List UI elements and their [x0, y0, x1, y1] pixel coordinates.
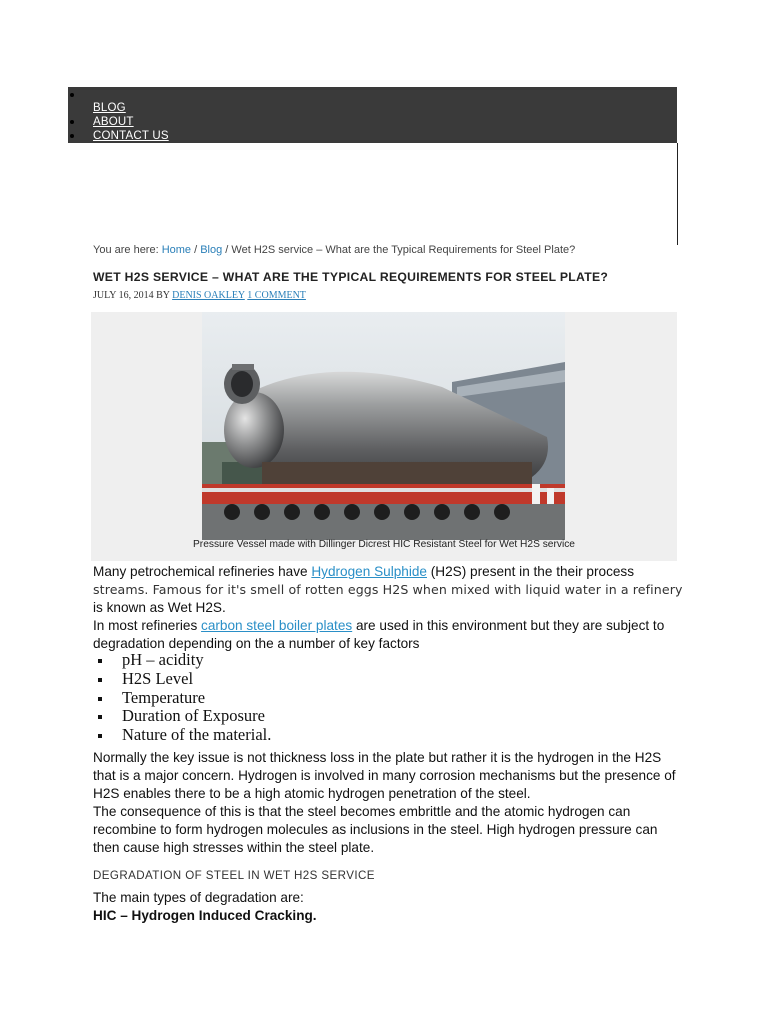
comments-link[interactable]: 1 COMMENT	[247, 290, 306, 301]
factor-label: Nature of the material.	[122, 725, 272, 745]
factor-label: Duration of Exposure	[122, 706, 265, 726]
degradation-intro: The main types of degradation are:	[93, 890, 304, 905]
breadcrumb-separator: /	[222, 244, 232, 256]
post-date: JULY 16, 2014	[93, 290, 154, 301]
bullet-square-icon	[98, 678, 102, 682]
refineries-paragraph	[93, 617, 683, 653]
intro-text: (H2S) present in the their process	[427, 564, 635, 579]
vertical-divider	[677, 143, 678, 245]
key-factors-list	[93, 651, 271, 745]
post-meta	[93, 290, 306, 301]
factor-label: H2S Level	[122, 668, 194, 688]
figure-caption: Pressure Vessel made with Dillinger Dicrest HIC Resistant Steel for Wet H2S service	[193, 539, 575, 550]
bullet-square-icon	[98, 659, 102, 663]
breadcrumb	[93, 244, 575, 256]
list-item	[93, 689, 271, 708]
bullet-square-icon	[98, 715, 102, 719]
hic-heading: HIC – Hydrogen Induced Cracking.	[93, 908, 317, 923]
nav-link-blog[interactable]: BLOG	[93, 102, 126, 114]
carbon-steel-boiler-plates-link[interactable]: carbon steel boiler plates	[201, 618, 353, 633]
consequence-paragraph: The consequence of this is that the steel becomes embrittle and the atomic hydrogen can recombine to form hydrogen molecules as inclusions in the steel. High hydrogen pressure can then cause high stresses within the steel plate.	[93, 804, 658, 855]
nav-link-about[interactable]: ABOUT	[93, 116, 134, 128]
intro-text: streams. Famous for it's smell of rotten eggs H2S when mixed with liquid water in a refinery	[93, 582, 683, 597]
breadcrumb-blog-link[interactable]: Blog	[200, 244, 223, 256]
breadcrumb-current: Wet H2S service – What are the Typical Requirements for Steel Plate?	[231, 244, 576, 256]
bullet-square-icon	[98, 734, 102, 738]
intro-text: Many petrochemical refineries have	[93, 564, 312, 579]
breadcrumb-separator: /	[191, 244, 201, 256]
author-link[interactable]: DENIS OAKLEY	[172, 290, 245, 301]
pressure-vessel-photo	[202, 312, 565, 540]
hydrogen-paragraph: Normally the key issue is not thickness loss in the plate but rather it is the hydrogen in the H2S that is a major concern. Hydrogen is involved in many corrosion mechanisms but the presence of H2S enables there to be a high atomic hydrogen penetration of the steel.	[93, 750, 676, 801]
nav-bullet	[70, 120, 74, 124]
list-item	[93, 707, 271, 726]
post-title: WET H2S SERVICE – WHAT ARE THE TYPICAL REQUIREMENTS FOR STEEL PLATE?	[93, 270, 609, 284]
factor-label: pH – acidity	[122, 650, 204, 669]
bullet-square-icon	[98, 697, 102, 701]
section-heading: DEGRADATION OF STEEL IN WET H2S SERVICE	[93, 869, 375, 882]
nav-bullet	[70, 134, 74, 138]
refineries-text: In most refineries	[93, 618, 202, 633]
list-item	[93, 726, 271, 745]
list-item	[93, 651, 271, 670]
factor-label: Temperature	[122, 687, 206, 707]
list-item	[93, 670, 271, 689]
nav-link-contact[interactable]: CONTACT US	[93, 130, 169, 142]
intro-text: is known as Wet H2S.	[93, 600, 226, 615]
nav-bullet	[70, 93, 74, 97]
hydrogen-sulphide-link[interactable]: Hydrogen Sulphide	[311, 564, 427, 579]
intro-paragraph	[93, 563, 683, 617]
breadcrumb-prefix: You are here:	[93, 244, 162, 256]
refineries-text: are used in this environment but they are subject to degradation depending on the a number of key factors	[93, 618, 665, 651]
post-by: BY	[153, 290, 173, 301]
breadcrumb-home-link[interactable]: Home	[161, 244, 192, 256]
